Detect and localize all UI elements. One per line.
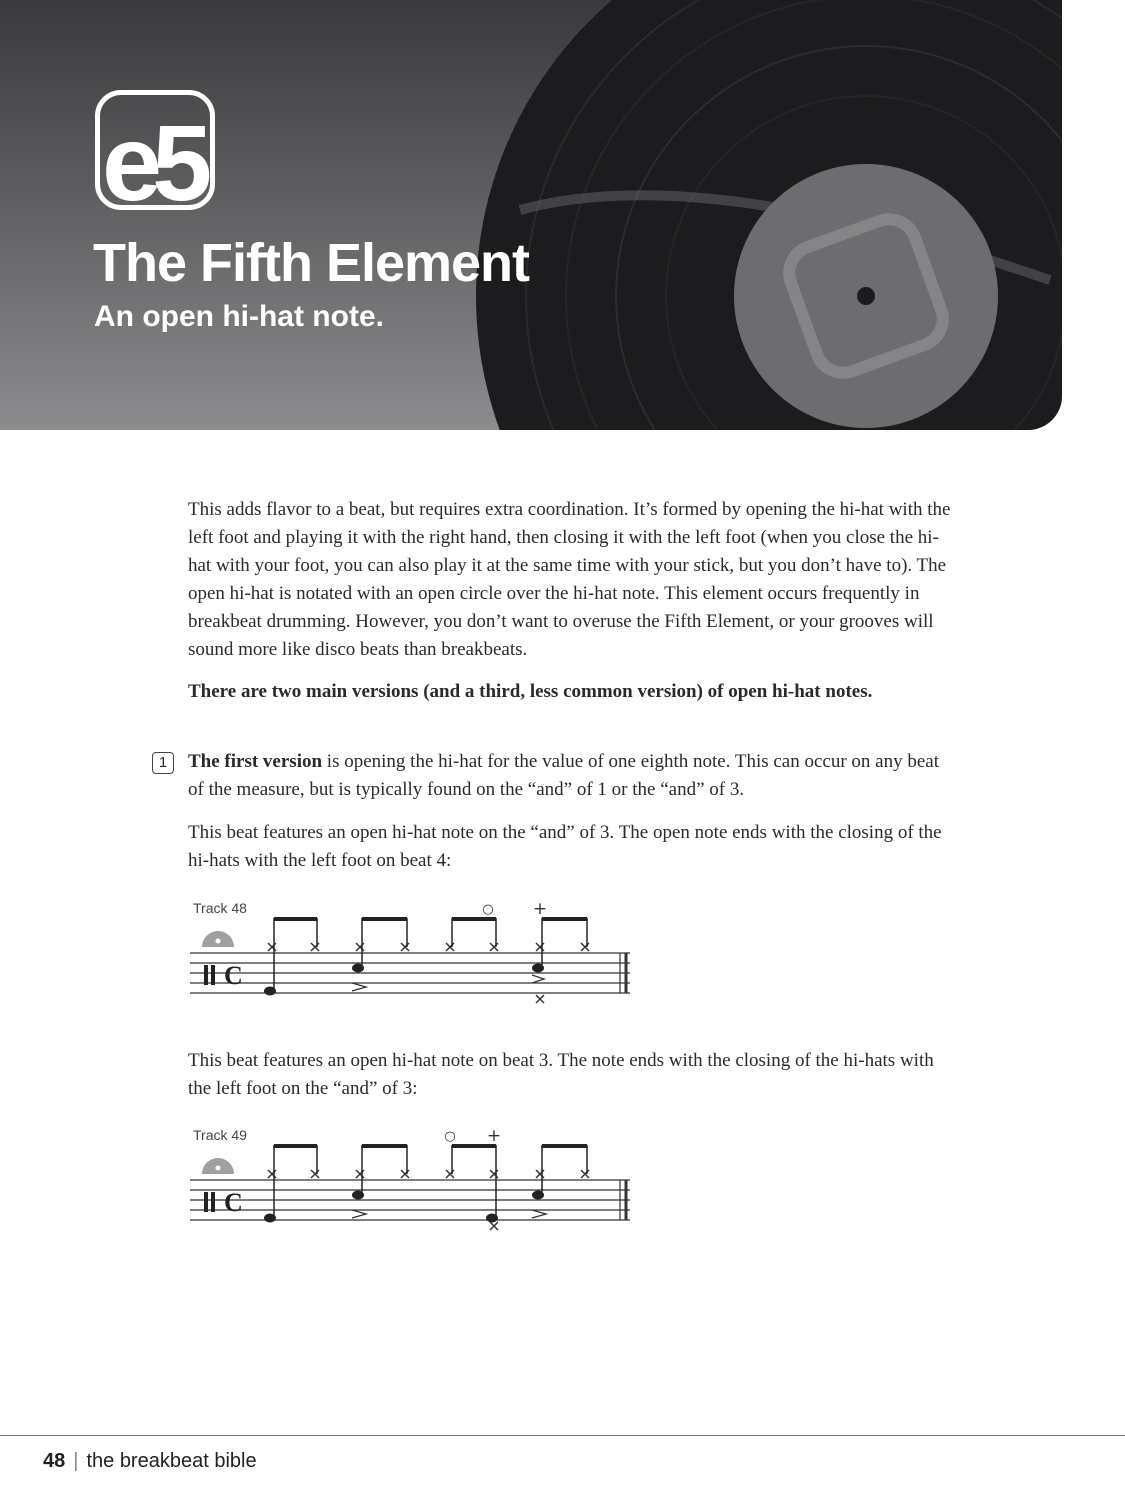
book-title: the breakbeat bible (86, 1450, 257, 1472)
snare-note (532, 1191, 544, 1200)
versions-heading: There are two main versions (and a third, less common version) of open hi-hat notes. (188, 681, 873, 702)
chapter-logo-text: e5 (102, 102, 203, 210)
time-signature: C (224, 1188, 243, 1217)
chapter-logo-badge (95, 90, 215, 210)
page-footer (43, 1450, 257, 1473)
beat2-description: This beat features an open hi-hat note on beat 3. The note ends with the closing of the hi-hats with the left foot on the “and” of 3: (188, 1050, 934, 1099)
first-version-paragraph: The first version is opening the hi-hat for the value of one eighth note. This can occur on any beat of the measure, but is typically found on the “and” of 1 or the “and” of 3. (188, 751, 940, 800)
first-version-label: The first version (188, 751, 323, 772)
intro-paragraph: This adds flavor to a beat, but requires extra coordination. It’s formed by opening the hi-hat with the left foot and playing it with the right hand, then closing it with the left foot (when you close the hi-hat with your foot, you can also play it at the same time with your stick, but you don’t have to). The open hi-hat is notated with an open circle over the hi-hat note. This element occurs frequently in breakbeat drumming. However, you don’t want to overuse the Fifth Element, or your grooves will sound more like disco beats than breakbeats. (188, 499, 951, 660)
track-49-label: Track 49 (193, 1127, 247, 1143)
staff-lines (190, 1180, 630, 1220)
snare-note (532, 964, 544, 973)
beams (274, 1144, 587, 1148)
cd-icon (202, 931, 234, 947)
percussion-clef (204, 1192, 215, 1212)
accent-mark (352, 983, 366, 991)
chapter-subtitle: An open hi-hat note. (94, 300, 384, 333)
item-number-badge: 1 (152, 752, 174, 774)
footer-separator: | (73, 1450, 79, 1472)
footer-divider (0, 1435, 1125, 1436)
accent-mark (352, 1210, 366, 1218)
drum-notation-track-49 (188, 1122, 638, 1237)
track-48-label: Track 48 (193, 900, 247, 916)
closed-hihat-symbol: + (486, 1126, 502, 1146)
snare-note (352, 964, 364, 973)
percussion-clef (204, 965, 215, 985)
time-signature: C (224, 961, 243, 990)
chapter-title: The Fifth Element (93, 233, 530, 293)
hihat-foot-note (490, 1222, 498, 1230)
open-hihat-symbol: ○ (444, 1129, 456, 1144)
snare-note (352, 1191, 364, 1200)
open-hihat-symbol: ○ (482, 902, 494, 917)
bass-drum-note (264, 1214, 276, 1223)
drum-notation-track-48 (188, 895, 638, 1010)
bass-drum-note (486, 1214, 498, 1223)
hihat-foot-note (536, 995, 544, 1003)
page-number: 48 (43, 1450, 66, 1472)
cd-icon (202, 1158, 234, 1174)
bass-drum-note (264, 987, 276, 996)
beat1-description: This beat features an open hi-hat note on the “and” of 3. The open note ends with the closing of the hi-hats with the left foot on beat 4: (188, 822, 942, 871)
chapter-header-banner (0, 0, 1062, 430)
vinyl-spindle-hole (857, 287, 875, 305)
vinyl-record-image (0, 0, 1062, 430)
staff-lines (190, 953, 630, 993)
accent-mark (532, 975, 544, 983)
closed-hihat-symbol: + (532, 899, 548, 919)
accent-mark (532, 1210, 546, 1218)
